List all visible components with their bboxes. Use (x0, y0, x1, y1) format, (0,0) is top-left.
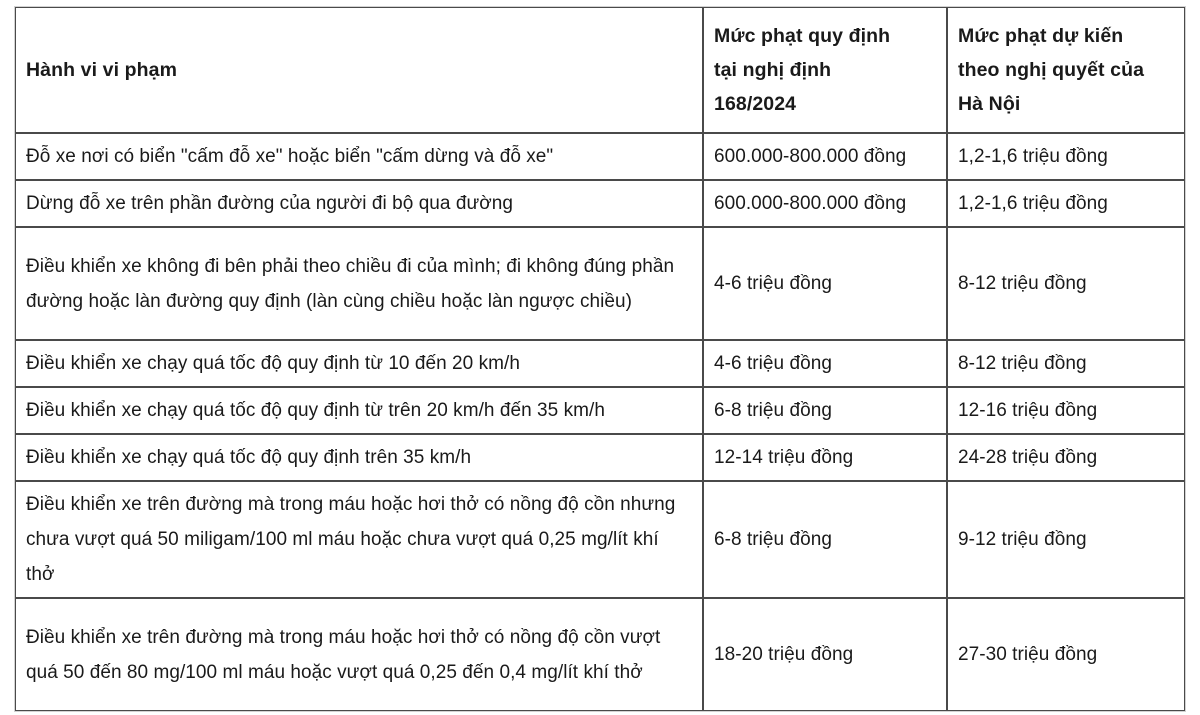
table-row (15, 340, 1185, 387)
column-header-hanoi-fine-line3: Hà Nội (958, 93, 1021, 115)
cell-violation: Điều khiển xe trên đường mà trong máu hoặc hơi thở có nồng độ cồn vượt quá 50 đến 80 mg/100 ml máu hoặc vượt quá 0,25 đến 0,4 mg/lít khí thở (15, 598, 703, 711)
cell-violation: Điều khiển xe chạy quá tốc độ quy định từ trên 20 km/h đến 35 km/h (15, 387, 703, 434)
cell-decree-fine: 600.000-800.000 đồng (703, 180, 947, 227)
table-header (15, 7, 1185, 133)
column-header-violation: Hành vi vi phạm (15, 7, 703, 133)
cell-decree-fine: 600.000-800.000 đồng (703, 133, 947, 180)
column-header-decree-fine-line2: tại nghị định (714, 59, 832, 81)
cell-decree-fine: 12-14 triệu đồng (703, 434, 947, 481)
cell-violation: Dừng đỗ xe trên phần đường của người đi bộ qua đường (15, 180, 703, 227)
table-row (15, 481, 1185, 598)
cell-violation: Điều khiển xe không đi bên phải theo chiều đi của mình; đi không đúng phần đường hoặc làn đường quy định (làn cùng chiều hoặc làn ngược chiều) (15, 227, 703, 340)
cell-hanoi-fine: 8-12 triệu đồng (947, 340, 1185, 387)
cell-hanoi-fine: 24-28 triệu đồng (947, 434, 1185, 481)
cell-hanoi-fine: 12-16 triệu đồng (947, 387, 1185, 434)
table-row (15, 227, 1185, 340)
cell-hanoi-fine: 9-12 triệu đồng (947, 481, 1185, 598)
cell-hanoi-fine: 27-30 triệu đồng (947, 598, 1185, 711)
column-header-decree-fine-line1: Mức phạt quy định (714, 25, 891, 47)
table-row (15, 180, 1185, 227)
column-header-hanoi-fine (947, 7, 1185, 133)
cell-decree-fine: 18-20 triệu đồng (703, 598, 947, 711)
cell-decree-fine: 4-6 triệu đồng (703, 340, 947, 387)
column-header-decree-fine (703, 7, 947, 133)
cell-hanoi-fine: 1,2-1,6 triệu đồng (947, 180, 1185, 227)
column-header-hanoi-fine-line2: theo nghị quyết của (958, 59, 1145, 81)
cell-violation: Điều khiển xe chạy quá tốc độ quy định từ 10 đến 20 km/h (15, 340, 703, 387)
cell-decree-fine: 6-8 triệu đồng (703, 387, 947, 434)
table-row (15, 387, 1185, 434)
cell-violation: Đỗ xe nơi có biển "cấm đỗ xe" hoặc biển "cấm dừng và đỗ xe" (15, 133, 703, 180)
cell-decree-fine: 4-6 triệu đồng (703, 227, 947, 340)
cell-violation: Điều khiển xe trên đường mà trong máu hoặc hơi thở có nồng độ cồn nhưng chưa vượt quá 50 miligam/100 ml máu hoặc chưa vượt quá 0,25 mg/lít khí thở (15, 481, 703, 598)
column-header-decree-fine-line3: 168/2024 (714, 93, 797, 115)
cell-hanoi-fine: 8-12 triệu đồng (947, 227, 1185, 340)
fine-table-container (14, 6, 1186, 712)
traffic-fine-table (15, 7, 1185, 711)
cell-violation: Điều khiển xe chạy quá tốc độ quy định trên 35 km/h (15, 434, 703, 481)
table-row (15, 133, 1185, 180)
table-body (15, 133, 1185, 711)
cell-decree-fine: 6-8 triệu đồng (703, 481, 947, 598)
header-row (15, 7, 1185, 133)
table-row (15, 434, 1185, 481)
cell-hanoi-fine: 1,2-1,6 triệu đồng (947, 133, 1185, 180)
table-row (15, 598, 1185, 711)
column-header-hanoi-fine-line1: Mức phạt dự kiến (958, 25, 1124, 47)
